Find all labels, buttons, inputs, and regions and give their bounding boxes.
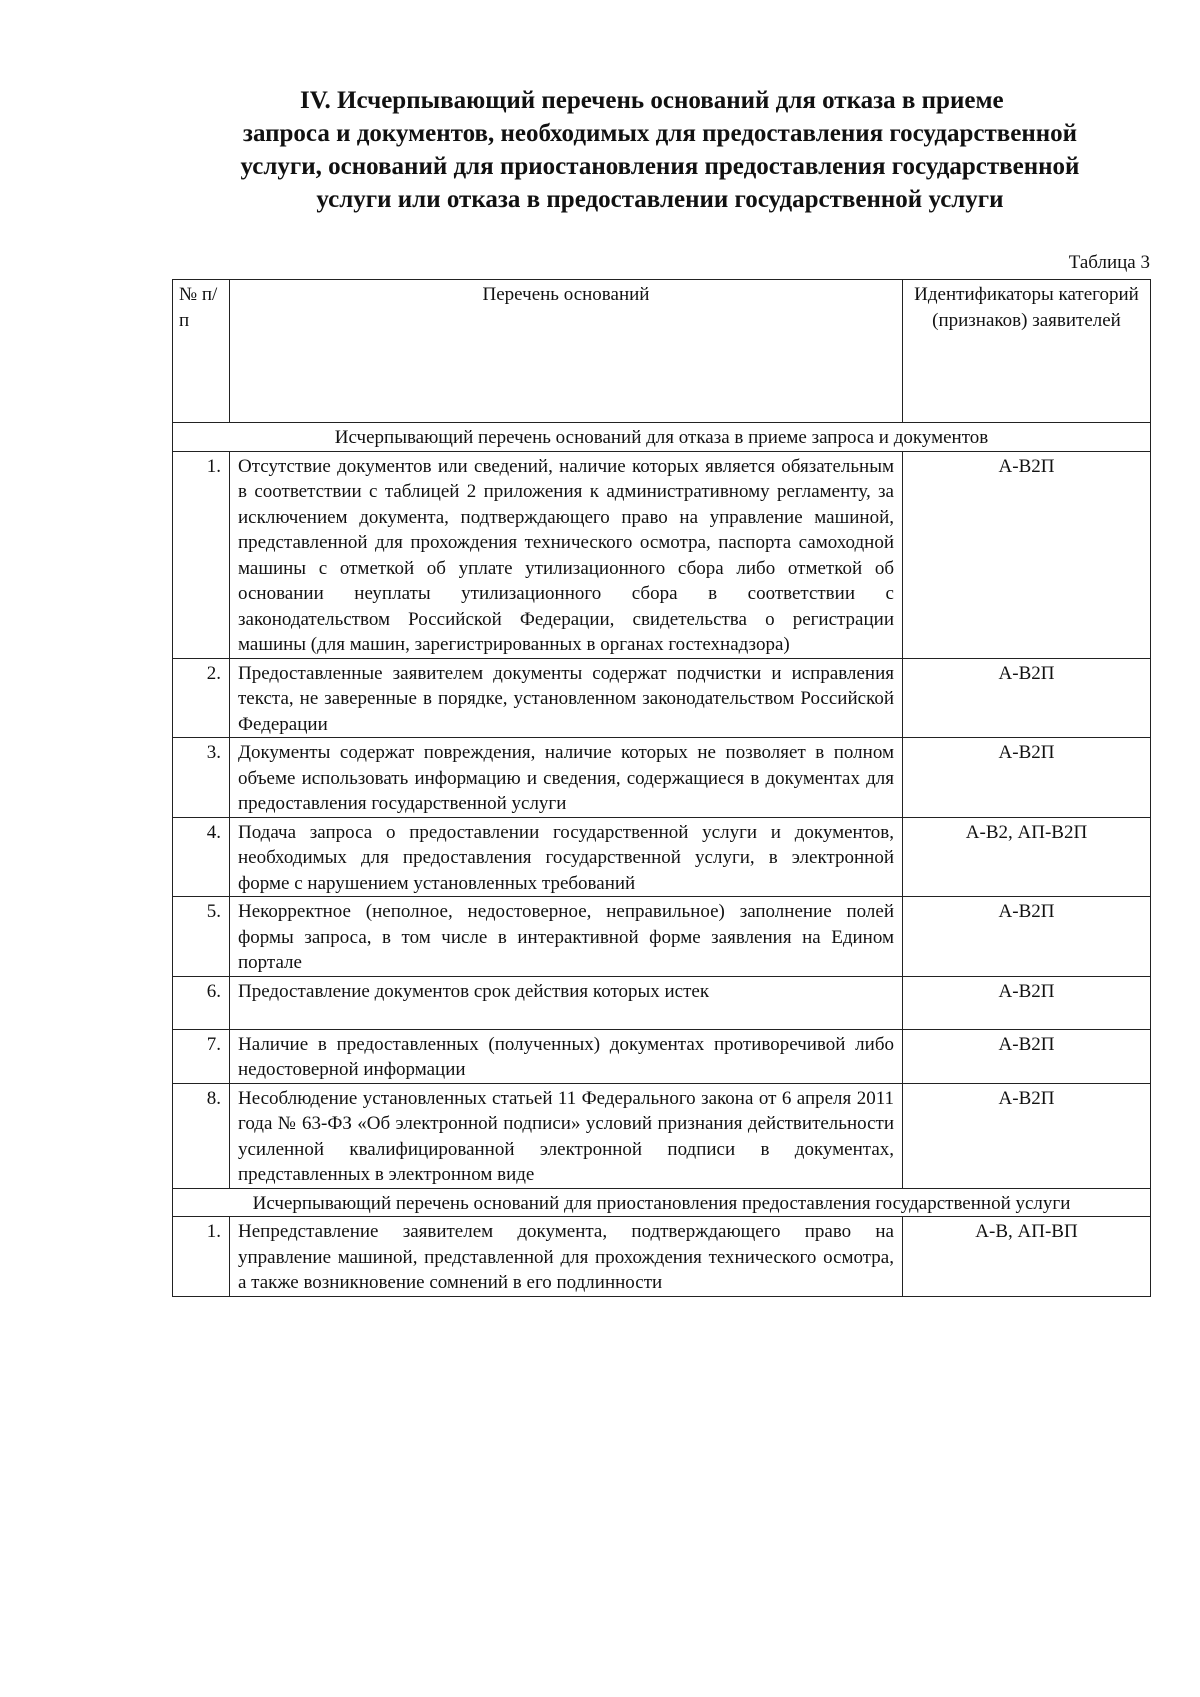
table-row bbox=[173, 897, 1151, 977]
row-ids: А-В2П bbox=[903, 1083, 1151, 1188]
section-heading bbox=[170, 84, 1150, 216]
table-row bbox=[173, 817, 1151, 897]
row-text: Предоставление документов срок действия которых истек bbox=[230, 976, 903, 1029]
row-ids: А-В2, АП-В2П bbox=[903, 817, 1151, 897]
table-row bbox=[173, 738, 1151, 818]
row-num: 1. bbox=[173, 451, 230, 658]
row-text: Подача запроса о предоставлении государственной услуги и документов, необходимых для предоставления государственной услуги, в электронной форме с нарушением установленных требований bbox=[230, 817, 903, 897]
section-row bbox=[173, 423, 1151, 452]
row-text: Непредставление заявителем документа, подтверждающего право на управление машиной, представленной для прохождения технического осмотра, а также возникновение сомнений в его подлинности bbox=[230, 1217, 903, 1297]
heading-line-1: IV. Исчерпывающий перечень оснований для отказа в приеме bbox=[300, 87, 1004, 114]
header-ids: Идентификаторы категорий (признаков) заявителей bbox=[903, 280, 1151, 423]
row-num: 6. bbox=[173, 976, 230, 1029]
row-text: Отсутствие документов или сведений, наличие которых является обязательным в соответствии с таблицей 2 приложения к административному регламенту, за исключением документа, подтверждающего право на управление машиной, представленной для прохождения технического осмотра, паспорта самоходной машины с отметкой об уплате утилизационного сбора либо отметкой об основании неуплаты утилизационного сбора в соответствии с законодательством Российской Федерации, свидетельства о регистрации машины (для машин, зарегистрированных в органах гостехнадзора) bbox=[230, 451, 903, 658]
row-num: 5. bbox=[173, 897, 230, 977]
row-ids: А-В2П bbox=[903, 658, 1151, 738]
table-row bbox=[173, 1083, 1151, 1188]
row-ids: А-В2П bbox=[903, 738, 1151, 818]
row-text: Несоблюдение установленных статьей 11 Федерального закона от 6 апреля 2011 года № 63-ФЗ «Об электронной подписи» условий признания действительности усиленной квалифицированной электронной подписи в документах, представленных в электронном виде bbox=[230, 1083, 903, 1188]
grounds-table bbox=[172, 279, 1151, 1297]
table-label: Таблица 3 bbox=[1068, 252, 1150, 273]
row-ids: А-В2П bbox=[903, 1029, 1151, 1083]
row-num: 7. bbox=[173, 1029, 230, 1083]
table-row bbox=[173, 658, 1151, 738]
section2-title: Исчерпывающий перечень оснований для приостановления предоставления государственной услуги bbox=[173, 1188, 1151, 1217]
section1-title: Исчерпывающий перечень оснований для отказа в приеме запроса и документов bbox=[173, 423, 1151, 452]
row-text: Наличие в предоставленных (полученных) документах противоречивой либо недостоверной информации bbox=[230, 1029, 903, 1083]
row-num: 2. bbox=[173, 658, 230, 738]
table-header-row bbox=[173, 280, 1151, 423]
table-row bbox=[173, 1029, 1151, 1083]
row-num: 3. bbox=[173, 738, 230, 818]
row-text: Некорректное (неполное, недостоверное, неправильное) заполнение полей формы запроса, в том числе в интерактивной форме заявления на Едином портале bbox=[230, 897, 903, 977]
row-text: Документы содержат повреждения, наличие которых не позволяет в полном объеме использовать информацию и сведения, содержащиеся в документах для предоставления государственной услуги bbox=[230, 738, 903, 818]
row-num: 8. bbox=[173, 1083, 230, 1188]
heading-line-4: услуги или отказа в предоставлении государственной услуги bbox=[316, 186, 1004, 213]
row-text: Предоставленные заявителем документы содержат подчистки и исправления текста, не заверенные в порядке, установленном законодательством Российской Федерации bbox=[230, 658, 903, 738]
header-basis: Перечень оснований bbox=[230, 280, 903, 423]
heading-line-3: услуги, оснований для приостановления предоставления государственной bbox=[240, 153, 1080, 180]
table-row bbox=[173, 451, 1151, 658]
section-row bbox=[173, 1188, 1151, 1217]
table-row bbox=[173, 976, 1151, 1029]
row-ids: А-В2П bbox=[903, 976, 1151, 1029]
row-ids: А-В2П bbox=[903, 897, 1151, 977]
header-num: № п/п bbox=[173, 280, 230, 423]
table-row bbox=[173, 1217, 1151, 1297]
row-ids: А-В2П bbox=[903, 451, 1151, 658]
heading-line-2: запроса и документов, необходимых для предоставления государственной bbox=[242, 120, 1078, 147]
row-num: 1. bbox=[173, 1217, 230, 1297]
row-ids: А-В, АП-ВП bbox=[903, 1217, 1151, 1297]
row-num: 4. bbox=[173, 817, 230, 897]
